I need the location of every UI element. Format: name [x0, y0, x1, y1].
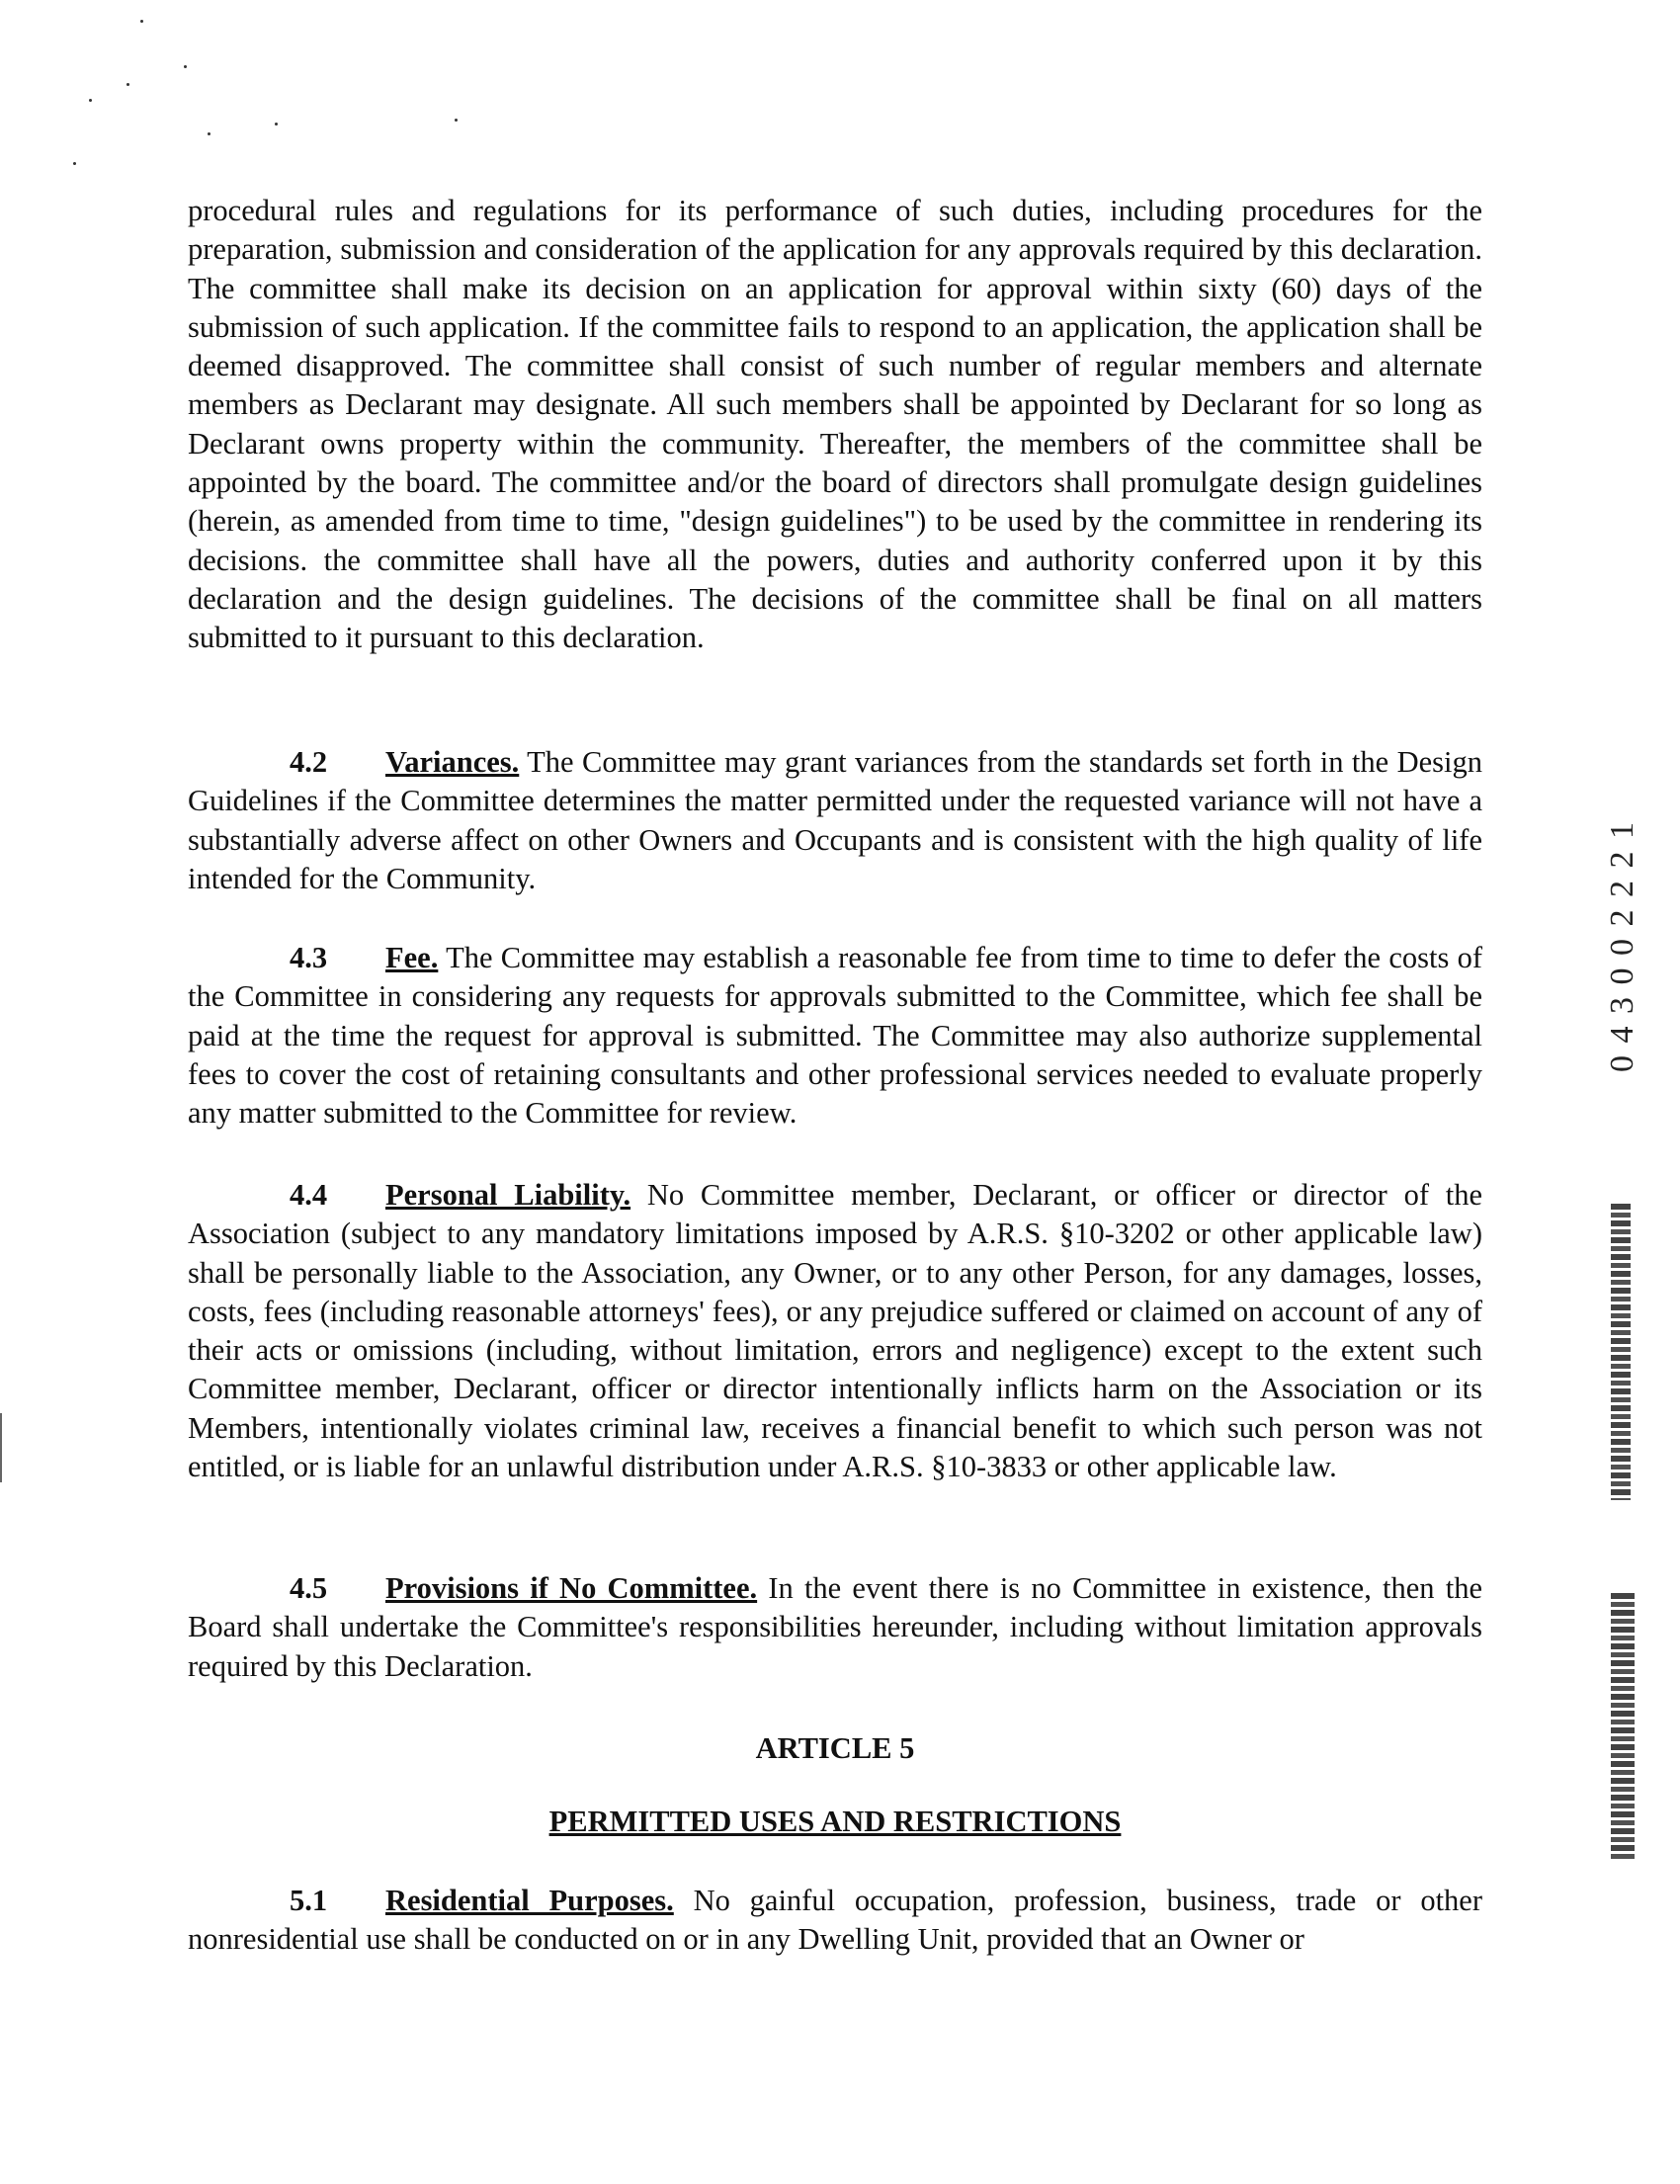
section-number: 5.1 [290, 1884, 328, 1917]
scan-speck [126, 83, 129, 86]
scan-speck [140, 20, 143, 23]
article-title: PERMITTED USES AND RESTRICTIONS [548, 1805, 1122, 1838]
recording-number-stamp: 0 4 3 0 0 2 2 2 1 [1604, 820, 1640, 1072]
scan-edge-mark [0, 1413, 2, 1482]
paragraph-continuation: procedural rules and regulations for its performance of such duties, including procedures for the preparation, submission and consideration of the application for any approvals required by this declaration. The committee shall make its decision on an application for approval within sixty (60) days of the submission of such application. If the committee fails to respond to an application, the application shall be deemed disapproved. The committee shall consist of such number of regular members and alternate members as Declarant may designate. All such members shall be appointed by Declarant for so long as Declarant owns property within the community. Thereafter, the members of the committee shall be appointed by the board. The committee and/or the board of directors shall promulgate design guidelines (herein, as amended from time to time, "design guidelines") to be used by the committee in rendering its decisions. the committee shall have all the powers, duties and authority conferred upon it by this declaration and the design guidelines. The decisions of the committee shall be final on all matters submitted to it pursuant to this declaration. [188, 194, 1482, 655]
section-4-5 [188, 1569, 1482, 1686]
section-text: The Committee may grant variances from the standards set forth in the Design Guidelines if the Committee determines the matter permitted under the requested variance will not have a substantially adverse affect on other Owners and Occupants and is consistent with the high quality of life intended for the Community. [188, 745, 1482, 895]
section-heading: Provisions if No Committee. [385, 1571, 758, 1605]
section-number: 4.2 [290, 745, 328, 779]
section-heading: Variances. [385, 745, 520, 779]
scan-speck [184, 65, 187, 68]
section-number: 4.5 [290, 1571, 328, 1605]
section-heading: Residential Purposes. [385, 1884, 674, 1917]
article-number: ARTICLE 5 [755, 1731, 915, 1765]
section-text: No gainful occupation, profession, business, trade or other nonresidential use shall be conducted on or in any Dwelling Unit, provided that an Owner or [188, 1884, 1482, 1957]
margin-stamp-mark [1611, 1204, 1631, 1500]
section-heading: Fee. [385, 941, 439, 974]
scan-speck [89, 99, 92, 102]
scan-speck [455, 119, 458, 122]
section-number: 4.3 [290, 941, 328, 974]
scan-speck [208, 132, 210, 135]
section-number: 4.4 [290, 1178, 328, 1212]
section-text: No Committee member, Declarant, or officer or director of the Association (subject to any mandatory limitations imposed by A.R.S. §10-3202 or other applicable law) shall be personally liable to the Association, any Owner, or to any other Person, for any damages, losses, costs, fees (including reasonable attorneys' fees), or any prejudice suffered or claimed on account of any of their acts or omissions (including, without limitation, errors and negligence) except to the extent such Committee member, Declarant, officer or director intentionally inflicts harm on the Association or its Members, intentionally violates criminal law, receives a financial benefit to which such person was not entitled, or is liable for an unlawful distribution under A.R.S. §10-3833 or other applicable law. [188, 1178, 1482, 1484]
section-4-3 [188, 939, 1482, 1133]
scan-speck [73, 162, 76, 165]
section-text: In the event there is no Committee in existence, then the Board shall undertake the Committee's responsibilities hereunder, including without limitation approvals required by this Declaration. [188, 1571, 1483, 1683]
margin-stamp-mark [1611, 1593, 1635, 1860]
section-text: The Committee may establish a reasonable fee from time to time to defer the costs of the Committee in considering any requests for approvals submitted to the Committee, which fee shall be paid at the time the request for approval is submitted. The Committee may also authorize supplemental fees to cover the cost of retaining consultants and other professional services needed to evaluate properly any matter submitted to the Committee for review. [188, 941, 1482, 1131]
section-heading: Personal Liability. [385, 1178, 631, 1212]
section-5-1 [188, 1882, 1482, 1960]
section-4-2 [188, 743, 1482, 898]
section-4-4 [188, 1176, 1482, 1486]
scan-speck [275, 123, 278, 126]
